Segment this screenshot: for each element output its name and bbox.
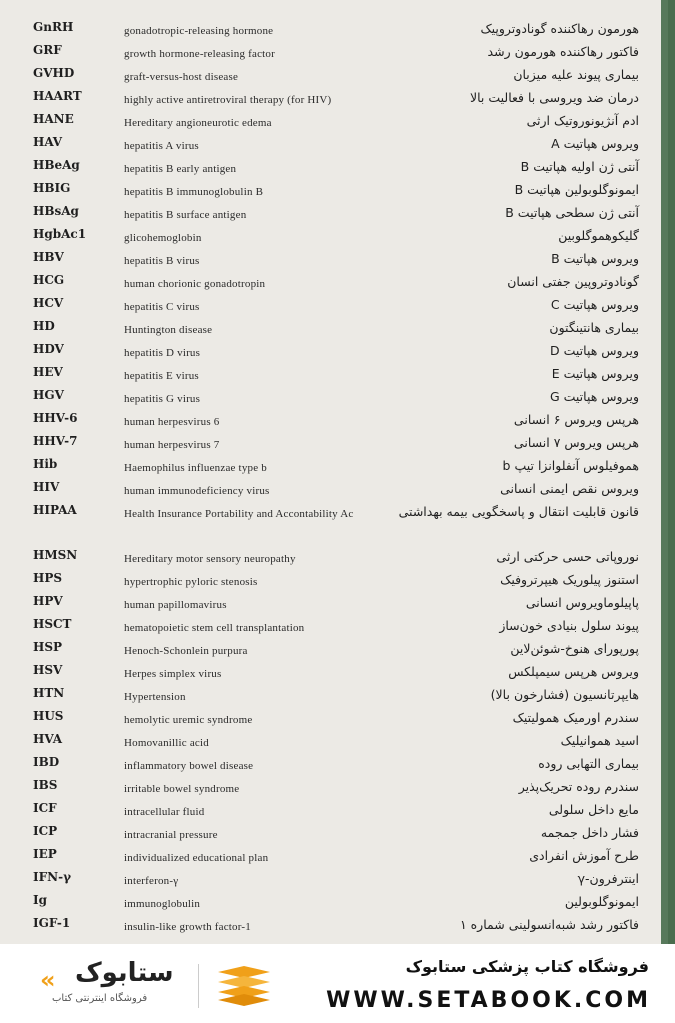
english-term: hepatitis B surface antigen — [124, 209, 247, 221]
abbreviation: HAART — [33, 89, 82, 103]
abbreviation: HSP — [33, 640, 63, 654]
abbreviation: HMSN — [33, 548, 78, 562]
abbreviation: ICF — [33, 801, 57, 815]
persian-term: طرح آموزش انفرادی — [529, 848, 639, 863]
setabook-logo[interactable] — [30, 960, 270, 1012]
abbreviation-row — [0, 317, 668, 340]
english-term: Hypertension — [124, 691, 186, 703]
english-term: irritable bowel syndrome — [124, 783, 240, 795]
persian-term: پورپورای هنوخ-شوئن‌لاین — [510, 641, 639, 656]
abbreviation: HgbAc1 — [33, 227, 87, 241]
abbreviation-row — [0, 432, 668, 455]
persian-term: ویروس هپاتیت E — [551, 366, 639, 381]
abbreviation-row — [0, 730, 668, 753]
abbreviation-row — [0, 569, 668, 592]
abbreviation: ICP — [33, 824, 58, 838]
english-term: human herpesvirus 6 — [124, 416, 220, 428]
abbreviation: IEP — [33, 847, 57, 861]
abbreviation-row — [0, 225, 668, 248]
abbreviation-row — [0, 914, 668, 937]
abbreviation: IFN-γ — [33, 870, 72, 884]
abbreviation: HTN — [33, 686, 65, 700]
abbreviation-row — [0, 18, 668, 41]
persian-term: بیماری التهابی روده — [538, 756, 639, 771]
persian-term: قانون قابلیت انتقال و پاسخگویی بیمه بهداشتی — [398, 504, 639, 519]
persian-term: ویروس هرپس سیمپلکس — [508, 664, 639, 679]
english-term: hepatitis A virus — [124, 140, 199, 152]
english-term: human papillomavirus — [124, 599, 227, 611]
abbreviation-row — [0, 478, 668, 501]
english-term: hepatitis G virus — [124, 393, 201, 405]
abbreviation-row — [0, 110, 668, 133]
abbreviation-row — [0, 156, 668, 179]
logo-wordmark: ستابوک — [75, 958, 174, 988]
persian-term: گونادوتروپین جفتی انسان — [507, 274, 639, 289]
english-term: human immunodeficiency virus — [124, 485, 270, 497]
persian-term: اسید هموانیلیک — [560, 733, 639, 748]
abbreviation: HHV-7 — [33, 434, 78, 448]
english-term: Hereditary motor sensory neuropathy — [124, 553, 296, 565]
english-term: gonadotropic-releasing hormone — [124, 25, 274, 37]
english-term: immunoglobulin — [124, 898, 201, 910]
persian-term: هرپس ویروس ۷ انسانی — [513, 435, 639, 450]
english-term: growth hormone-releasing factor — [124, 48, 275, 60]
persian-term: فاکتور رشد شبه‌انسولینی شماره ۱ — [459, 917, 639, 932]
abbreviation-row — [0, 64, 668, 87]
persian-term: بیماری پیوند علیه میزبان — [513, 67, 639, 82]
persian-term: بیماری هانتینگتون — [549, 320, 639, 335]
abbreviation: GVHD — [33, 66, 75, 80]
persian-term: ویروس هپاتیت G — [549, 389, 639, 404]
abbreviation-row — [0, 799, 668, 822]
persian-term: هرپس ویروس ۶ انسانی — [513, 412, 639, 427]
abbreviation: HPV — [33, 594, 63, 608]
persian-term: هموفیلوس آنفلوانزا تیپ b — [502, 458, 639, 473]
abbreviation: HBeAg — [33, 158, 80, 172]
abbreviation-row — [0, 546, 668, 569]
persian-term: سندرم روده تحریک‌پذیر — [518, 779, 639, 794]
abbreviation: IBS — [33, 778, 58, 792]
abbreviation-row — [0, 753, 668, 776]
english-term: individualized educational plan — [124, 852, 269, 864]
english-term: hepatitis D virus — [124, 347, 201, 359]
english-term: human herpesvirus 7 — [124, 439, 220, 451]
abbreviation: HVA — [33, 732, 63, 746]
abbreviation-row — [0, 822, 668, 845]
english-term: hepatitis B early antigen — [124, 163, 237, 175]
persian-term: ویروس نقص ایمنی انسانی — [500, 481, 639, 496]
abbreviation: IBD — [33, 755, 60, 769]
persian-term: ویروس هپاتیت A — [551, 136, 639, 151]
abbreviation: GnRH — [33, 20, 74, 34]
abbreviation: HUS — [33, 709, 64, 723]
abbreviation: HPS — [33, 571, 63, 585]
logo-tagline: فروشگاه اینترنتی کتاب — [52, 993, 148, 1004]
persian-term: ویروس هپاتیت D — [550, 343, 639, 358]
persian-term: ایمونوگلوبولین — [564, 894, 639, 909]
page-edge-frame — [661, 0, 668, 944]
abbreviation: HHV-6 — [33, 411, 78, 425]
abbreviation: Hib — [33, 457, 58, 471]
english-term: intracranial pressure — [124, 829, 218, 841]
abbreviation-row — [0, 638, 668, 661]
persian-term: ادم آنژیونوروتیک ارثی — [526, 113, 639, 128]
abbreviation: HGV — [33, 388, 64, 402]
persian-term: ویروس هپاتیت C — [550, 297, 639, 312]
english-term: hepatitis C virus — [124, 301, 200, 313]
english-term: hematopoietic stem cell transplantation — [124, 622, 305, 634]
shop-name: فروشگاه کتاب پزشکی ستابوک — [405, 957, 649, 976]
abbreviation: HCG — [33, 273, 65, 287]
abbreviation-row — [0, 684, 668, 707]
abbreviation-row — [0, 87, 668, 110]
watermark-banner — [0, 944, 675, 1023]
persian-term: درمان ضد ویروسی با فعالیت بالا — [469, 90, 639, 105]
english-term: highly active antiretroviral therapy (for HIV) — [124, 94, 332, 106]
abbreviation-row — [0, 615, 668, 638]
abbreviation-row — [0, 409, 668, 432]
abbreviation-row — [0, 294, 668, 317]
abbreviation: HBsAg — [33, 204, 79, 218]
abbreviation-row — [0, 179, 668, 202]
abbreviation-list — [0, 18, 668, 937]
persian-term: ایمونوگلوبولین هپاتیت B — [514, 182, 639, 197]
abbreviation-row — [0, 133, 668, 156]
abbreviation: HBV — [33, 250, 64, 264]
english-term: Huntington disease — [124, 324, 213, 336]
abbreviation: IGF-1 — [33, 916, 71, 930]
persian-term: فشار داخل جمجمه — [540, 825, 639, 840]
logo-divider — [198, 964, 199, 1008]
abbreviation-row — [0, 868, 668, 891]
abbreviation-row — [0, 776, 668, 799]
persian-term: هایپرتانسیون (فشارخون بالا) — [490, 687, 639, 702]
english-term: glicohemoglobin — [124, 232, 202, 244]
abbreviation-row — [0, 707, 668, 730]
persian-term: پاپیلوماویروس انسانی — [525, 595, 639, 610]
abbreviation-row — [0, 271, 668, 294]
english-term: Haemophilus influenzae type b — [124, 462, 267, 474]
persian-term: ویروس هپاتیت B — [551, 251, 639, 266]
english-term: graft-versus-host disease — [124, 71, 239, 83]
english-term: hepatitis E virus — [124, 370, 199, 382]
persian-term: مایع داخل سلولی — [548, 802, 639, 817]
english-term: interferon-γ — [124, 875, 179, 887]
english-term: hypertrophic pyloric stenosis — [124, 576, 258, 588]
persian-term: سندرم اورمیک همولیتیک — [512, 710, 639, 725]
abbreviation: HANE — [33, 112, 74, 126]
abbreviation-row — [0, 41, 668, 64]
persian-term: پیوند سلول بنیادی خون‌ساز — [499, 618, 639, 633]
persian-term: گلیکوهموگلوبین — [558, 228, 639, 243]
english-term: hepatitis B immunoglobulin B — [124, 186, 264, 198]
abbreviation-row — [0, 592, 668, 615]
abbreviation: HEV — [33, 365, 63, 379]
english-term: intracellular fluid — [124, 806, 205, 818]
abbreviation-row — [0, 202, 668, 225]
english-term: Hereditary angioneurotic edema — [124, 117, 272, 129]
persian-term: آنتی ژن اولیه هپاتیت B — [520, 159, 639, 174]
abbreviation: HIPAA — [33, 503, 77, 517]
english-term: insulin-like growth factor-1 — [124, 921, 251, 933]
english-term: inflammatory bowel disease — [124, 760, 254, 772]
abbreviation: Ig — [33, 893, 48, 907]
abbreviation: HAV — [33, 135, 63, 149]
abbreviation: HCV — [33, 296, 64, 310]
abbreviation: HD — [33, 319, 55, 333]
abbreviation: HSV — [33, 663, 63, 677]
english-term: Health Insurance Portability and Accontability Ac — [124, 508, 354, 520]
persian-term: هورمون رهاکننده گونادوتروپیک — [480, 21, 639, 36]
abbreviation-row — [0, 340, 668, 363]
english-term: hemolytic uremic syndrome — [124, 714, 253, 726]
abbreviation: HDV — [33, 342, 64, 356]
persian-term: استنوز پیلوریک هیپرتروفیک — [500, 572, 639, 587]
abbreviation: GRF — [33, 43, 62, 57]
persian-term: اینترفرون-γ — [577, 871, 639, 886]
abbreviation-row — [0, 363, 668, 386]
abbreviation-row — [0, 891, 668, 914]
abbreviation-row — [0, 501, 668, 546]
shop-url-link[interactable]: WWW.SETABOOK.COM — [326, 988, 651, 1013]
english-term: Henoch-Schonlein purpura — [124, 645, 248, 657]
persian-term: فاکتور رهاکننده هورمون رشد — [487, 44, 639, 59]
english-term: hepatitis B virus — [124, 255, 200, 267]
abbreviation-row — [0, 386, 668, 409]
english-term: Homovanillic acid — [124, 737, 209, 749]
english-term: human chorionic gonadotropin — [124, 278, 266, 290]
persian-term: آنتی ژن سطحی هپاتیت B — [505, 205, 639, 220]
abbreviation: HBIG — [33, 181, 71, 195]
english-term: Herpes simplex virus — [124, 668, 222, 680]
abbreviation-row — [0, 455, 668, 478]
abbreviation: HIV — [33, 480, 60, 494]
persian-term: نوروپاتی حسی حرکتی ارثی — [496, 549, 639, 564]
abbreviation-row — [0, 661, 668, 684]
abbreviation: HSCT — [33, 617, 72, 631]
abbreviation-row — [0, 248, 668, 271]
logo-arrows: « — [40, 966, 56, 994]
abbreviation-row — [0, 845, 668, 868]
book-stack-icon — [214, 966, 274, 1008]
